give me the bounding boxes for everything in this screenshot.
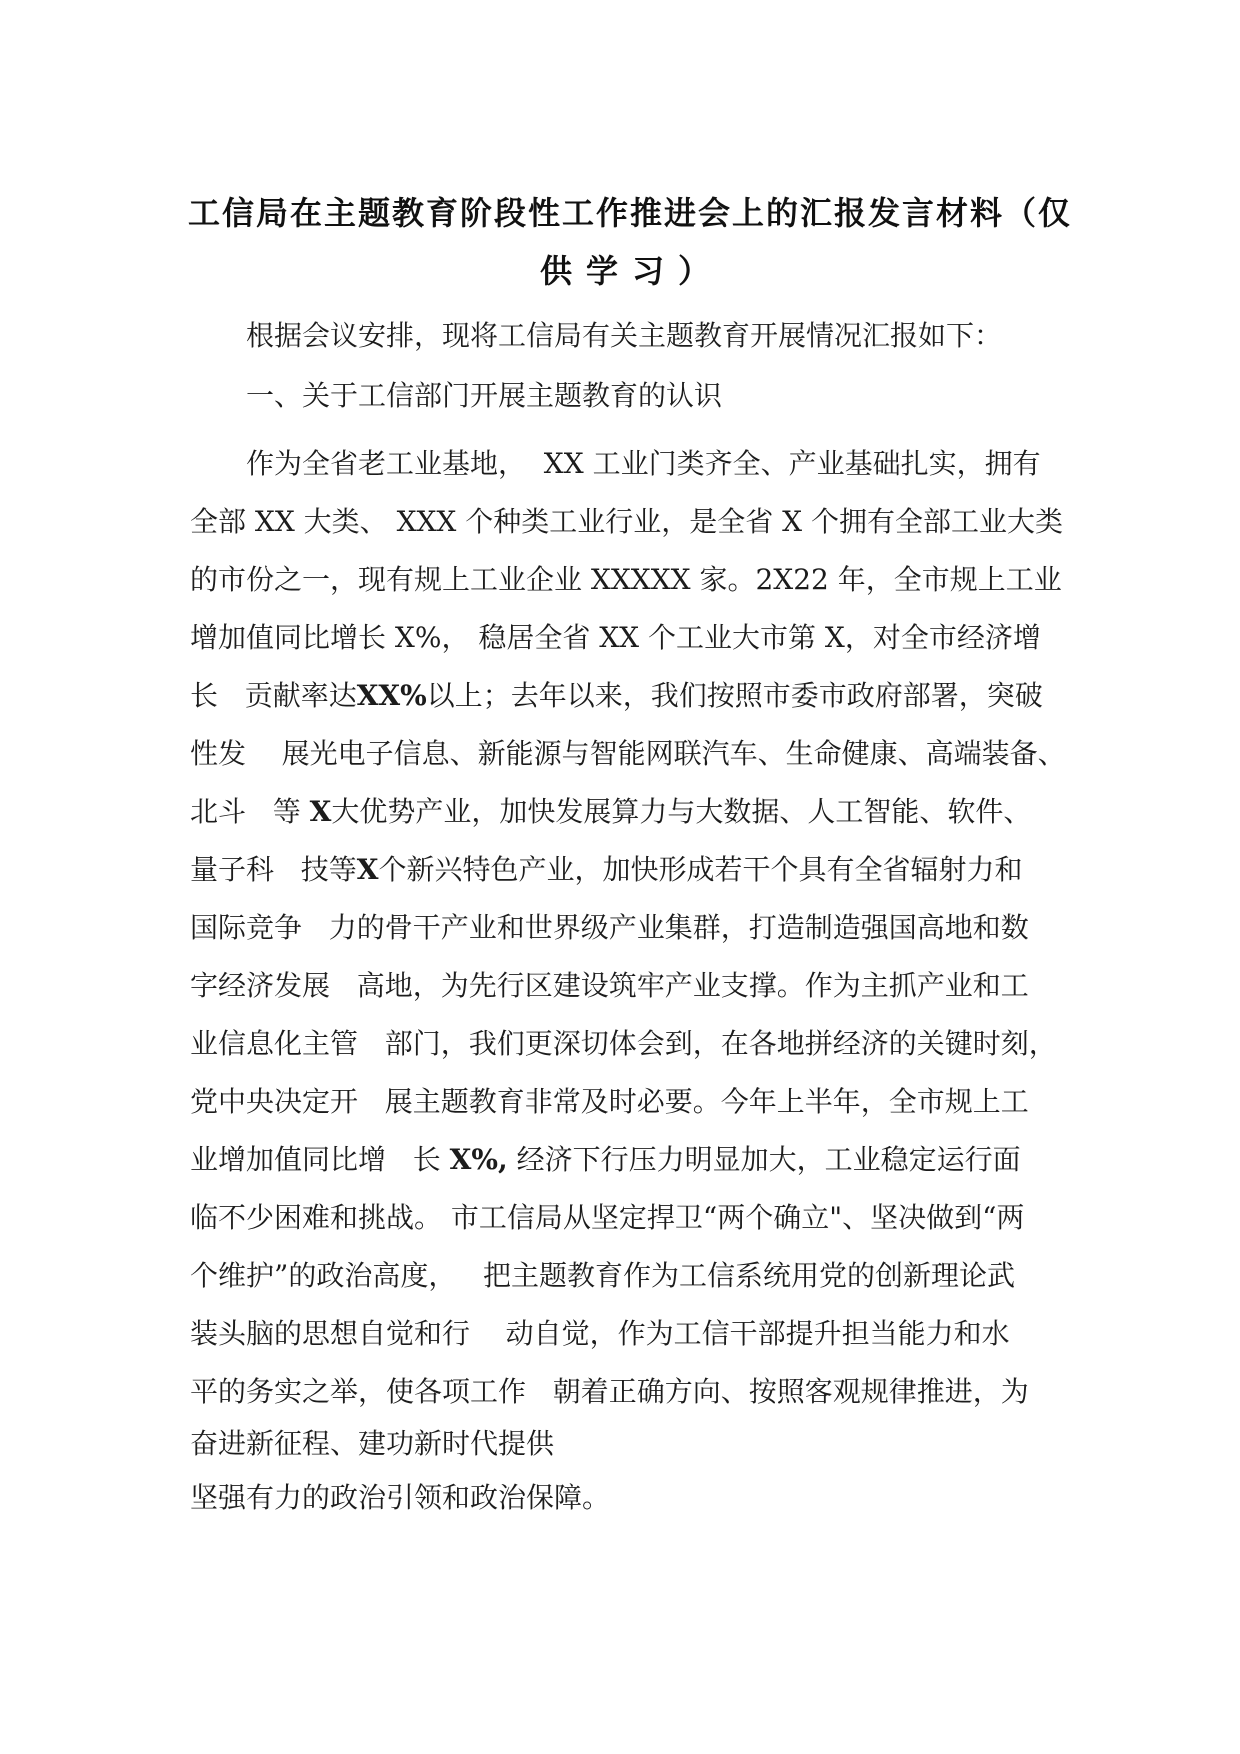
body-line: 业信息化主管 部门，我们更深切体会到，在各地拼经济的关键时刻， [190, 1027, 1057, 1060]
body-line: 的市份之一，现有规上工业企业 XXXXX 家。2X22 年，全市规上工业 [190, 563, 1062, 596]
body-line: 全部 XX 大类、 XXX 个种类工业行业，是全省 X 个拥有全部工业大类 [190, 505, 1064, 538]
body-line: 临不少困难和挑战。 市工信局从坚定捍卫“两个确立"、坚决做到“两 [190, 1201, 1025, 1234]
body-text: 个新兴特色产业，加快形成若干个具有全省辐射力和 [378, 853, 1023, 886]
body-line [190, 792, 1031, 832]
body-line [190, 1140, 1021, 1180]
body-line [190, 850, 1022, 890]
body-line [190, 676, 1043, 716]
body-line: 作为全省老工业基地， XX 工业门类齐全、产业基础扎实，拥有 [246, 447, 1041, 480]
body-line: 增加值同比增长 X%， 稳居全省 XX 个工业大市第 X，对全市经济增 [190, 621, 1041, 654]
body-text: 北斗 等 [190, 795, 310, 828]
body-text: 以上；去年以来，我们按照市委市政府部署，突破 [426, 679, 1043, 712]
body-line: 党中央决定开 展主题教育非常及时必要。今年上半年，全市规上工 [190, 1085, 1029, 1118]
body-text: 量子科 技等 [190, 853, 357, 886]
body-line: 国际竞争 力的骨干产业和世界级产业集群，打造制造强国高地和数 [190, 911, 1029, 944]
body-text: 长 贡献率达 [190, 679, 357, 712]
body-line: 字经济发展 高地，为先行区建设筑牢产业支撑。作为主抓产业和工 [190, 969, 1029, 1002]
document-title-line-2: 供学习） [540, 252, 725, 290]
body-text: 经济下行压力明显加大，工业稳定运行面 [507, 1143, 1021, 1176]
body-text: 业增加值同比增 长 [190, 1143, 450, 1176]
body-text: 大优势产业，加快发展算力与大数据、人工智能、软件、 [331, 795, 1032, 828]
bold-value: X [356, 853, 379, 886]
body-line: 性发 展光电子信息、新能源与智能网联汽车、生命健康、高端装备、 [190, 737, 1066, 770]
body-line: 个维护”的政治高度， 把主题教育作为工信系统用党的创新理论武 [190, 1259, 1016, 1292]
bold-value: X [309, 795, 332, 828]
intro-paragraph: 根据会议安排，现将工信局有关主题教育开展情况汇报如下： [246, 319, 1003, 352]
bold-value: XX% [356, 679, 427, 712]
body-line: 坚强有力的政治引领和政治保障。 [190, 1481, 611, 1514]
body-line: 装头脑的思想自觉和行 动自觉，作为工信干部提升担当能力和水 [190, 1317, 1010, 1350]
body-line: 平的务实之举，使各项工作 朝着正确方向、按照客观规律推进，为 [190, 1375, 1029, 1408]
bold-value: X%, [449, 1143, 508, 1176]
body-line: 奋进新征程、建功新时代提供 [190, 1427, 555, 1460]
section-heading-1: 一、关于工信部门开展主题教育的认识 [246, 379, 723, 412]
document-title-line-1: 工信局在主题教育阶段性工作推进会上的汇报发言材料（仅 [188, 194, 1073, 232]
